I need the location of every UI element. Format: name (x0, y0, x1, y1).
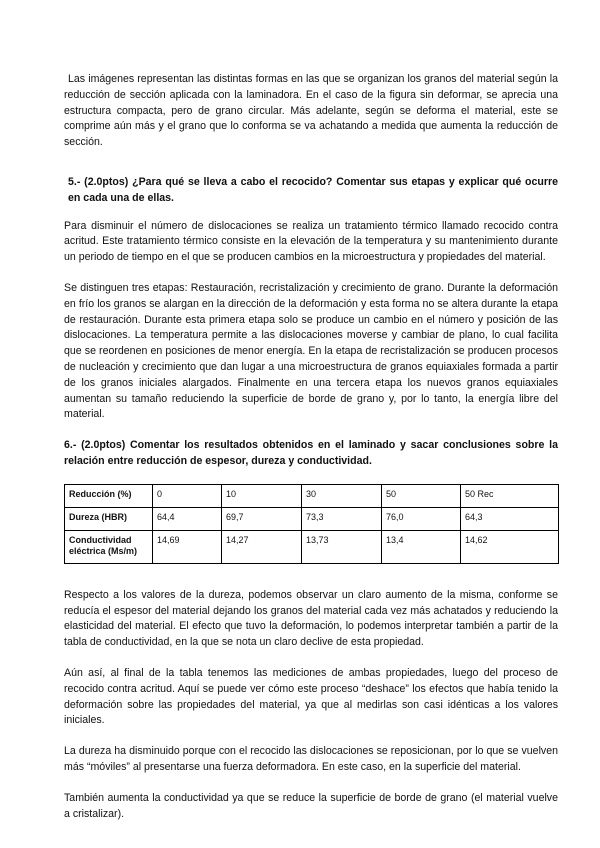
document-page (64, 72, 558, 837)
question-5-paragraph-2: Se distinguen tres etapas: Restauración, recristalización y crecimiento de grano. Durante la deformación en frío los granos se alargan en la dirección de la deformación y esta forma no se altera durante la etapa de restauración. Durante esta primera etapa solo se produce un cambio en el número y posición de las dislocaciones. La temperatura permite a las dislocaciones moverse y cambiar de plano, lo cual facilita que se reordenen en posiciones de menor energía. En la etapa de recristalización se producen procesos de nucleación y crecimiento que dan lugar a una microestructura de granos equiaxiales formada a partir de los granos iniciales alargados. Finalmente en una tercera etapa los nuevos granos equiaxiales aumentan su tamaño reduciendo la superficie de borde de grano y, por lo tanto, la energía libre del material. (64, 281, 558, 421)
table-cell: 69,7 (222, 507, 302, 530)
question-5-paragraph-1: Para disminuir el número de dislocaciones se realiza un tratamiento térmico llamado recocido contra acritud. Este tratamiento térmico consiste en la elevación de la temperatura y su mantenimiento durante un periodo de tiempo en el que se producen cambios en la microestructura y propiedades del material. (64, 219, 558, 264)
table-cell: 13,73 (302, 530, 382, 563)
row-header: Conductividad eléctrica (Ms/m) (65, 530, 153, 563)
row-header: Reducción (%) (65, 484, 153, 507)
question-6-paragraph-2: Aún así, al final de la tabla tenemos las mediciones de ambas propiedades, luego del proceso de recocido contra acritud. Aquí se puede ver cómo este proceso “deshace” los efectos que había tenido la deformación sobre las propiedades del material, ya que al medirlas son casi idénticas a los valores iniciales. (64, 666, 558, 727)
table-cell: 76,0 (382, 507, 461, 530)
table-cell: 30 (302, 484, 382, 507)
row-header: Dureza (HBR) (65, 507, 153, 530)
table-row (65, 507, 559, 530)
table-cell: 50 (382, 484, 461, 507)
table-cell: 14,69 (153, 530, 222, 563)
question-6-heading: 6.- (2.0ptos) Comentar los resultados obtenidos en el laminado y sacar conclusiones sobre la relación entre reducción de espesor, dureza y conductividad. (64, 439, 558, 467)
table-cell: 13,4 (382, 530, 461, 563)
table-cell: 10 (222, 484, 302, 507)
table-cell: 64,4 (153, 507, 222, 530)
question-6-paragraph-1: Respecto a los valores de la dureza, podemos observar un claro aumento de la misma, conforme se reducía el espesor del material dejando los granos del material cada vez más achatados y reduciendo la elasticidad del material. El efecto que tuvo la deformación, lo podemos interpretar también a partir de la tabla de conductividad, en la que se nota un claro declive de esta propiedad. (64, 588, 558, 649)
table-cell: 0 (153, 484, 222, 507)
table-cell: 64,3 (461, 507, 559, 530)
question-5-heading: 5.- (2.0ptos) ¿Para qué se lleva a cabo el recocido? Comentar sus etapas y explicar qué ocurre en cada una de ellas. (68, 175, 558, 204)
table-cell: 14,62 (461, 530, 559, 563)
table-cell: 14,27 (222, 530, 302, 563)
question-6-paragraph-4: También aumenta la conductividad ya que se reduce la superficie de borde de grano (el material vuelve a cristalizar). (64, 791, 558, 820)
intro-paragraph: Las imágenes representan las distintas formas en las que se organizan los granos del material según la reducción de sección aplicada con la laminadora. En el caso de la figura sin deformar, se aprecia una estructura compacta, pero de grano circular. Más adelante, según se deforma el material, este se comprime aún más y el grano que lo conforma se va achatando a medida que aumenta la reducción de sección. (64, 73, 558, 149)
table-row (65, 530, 559, 563)
results-table (64, 484, 559, 564)
table-cell: 50 Rec (461, 484, 559, 507)
question-6-paragraph-3: La dureza ha disminuido porque con el recocido las dislocaciones se reposicionan, por lo que se vuelven más “móviles” al presentarse una fuerza deformadora. En este caso, en la superficie del material. (64, 745, 558, 773)
table-row (65, 484, 559, 507)
table-cell: 73,3 (302, 507, 382, 530)
